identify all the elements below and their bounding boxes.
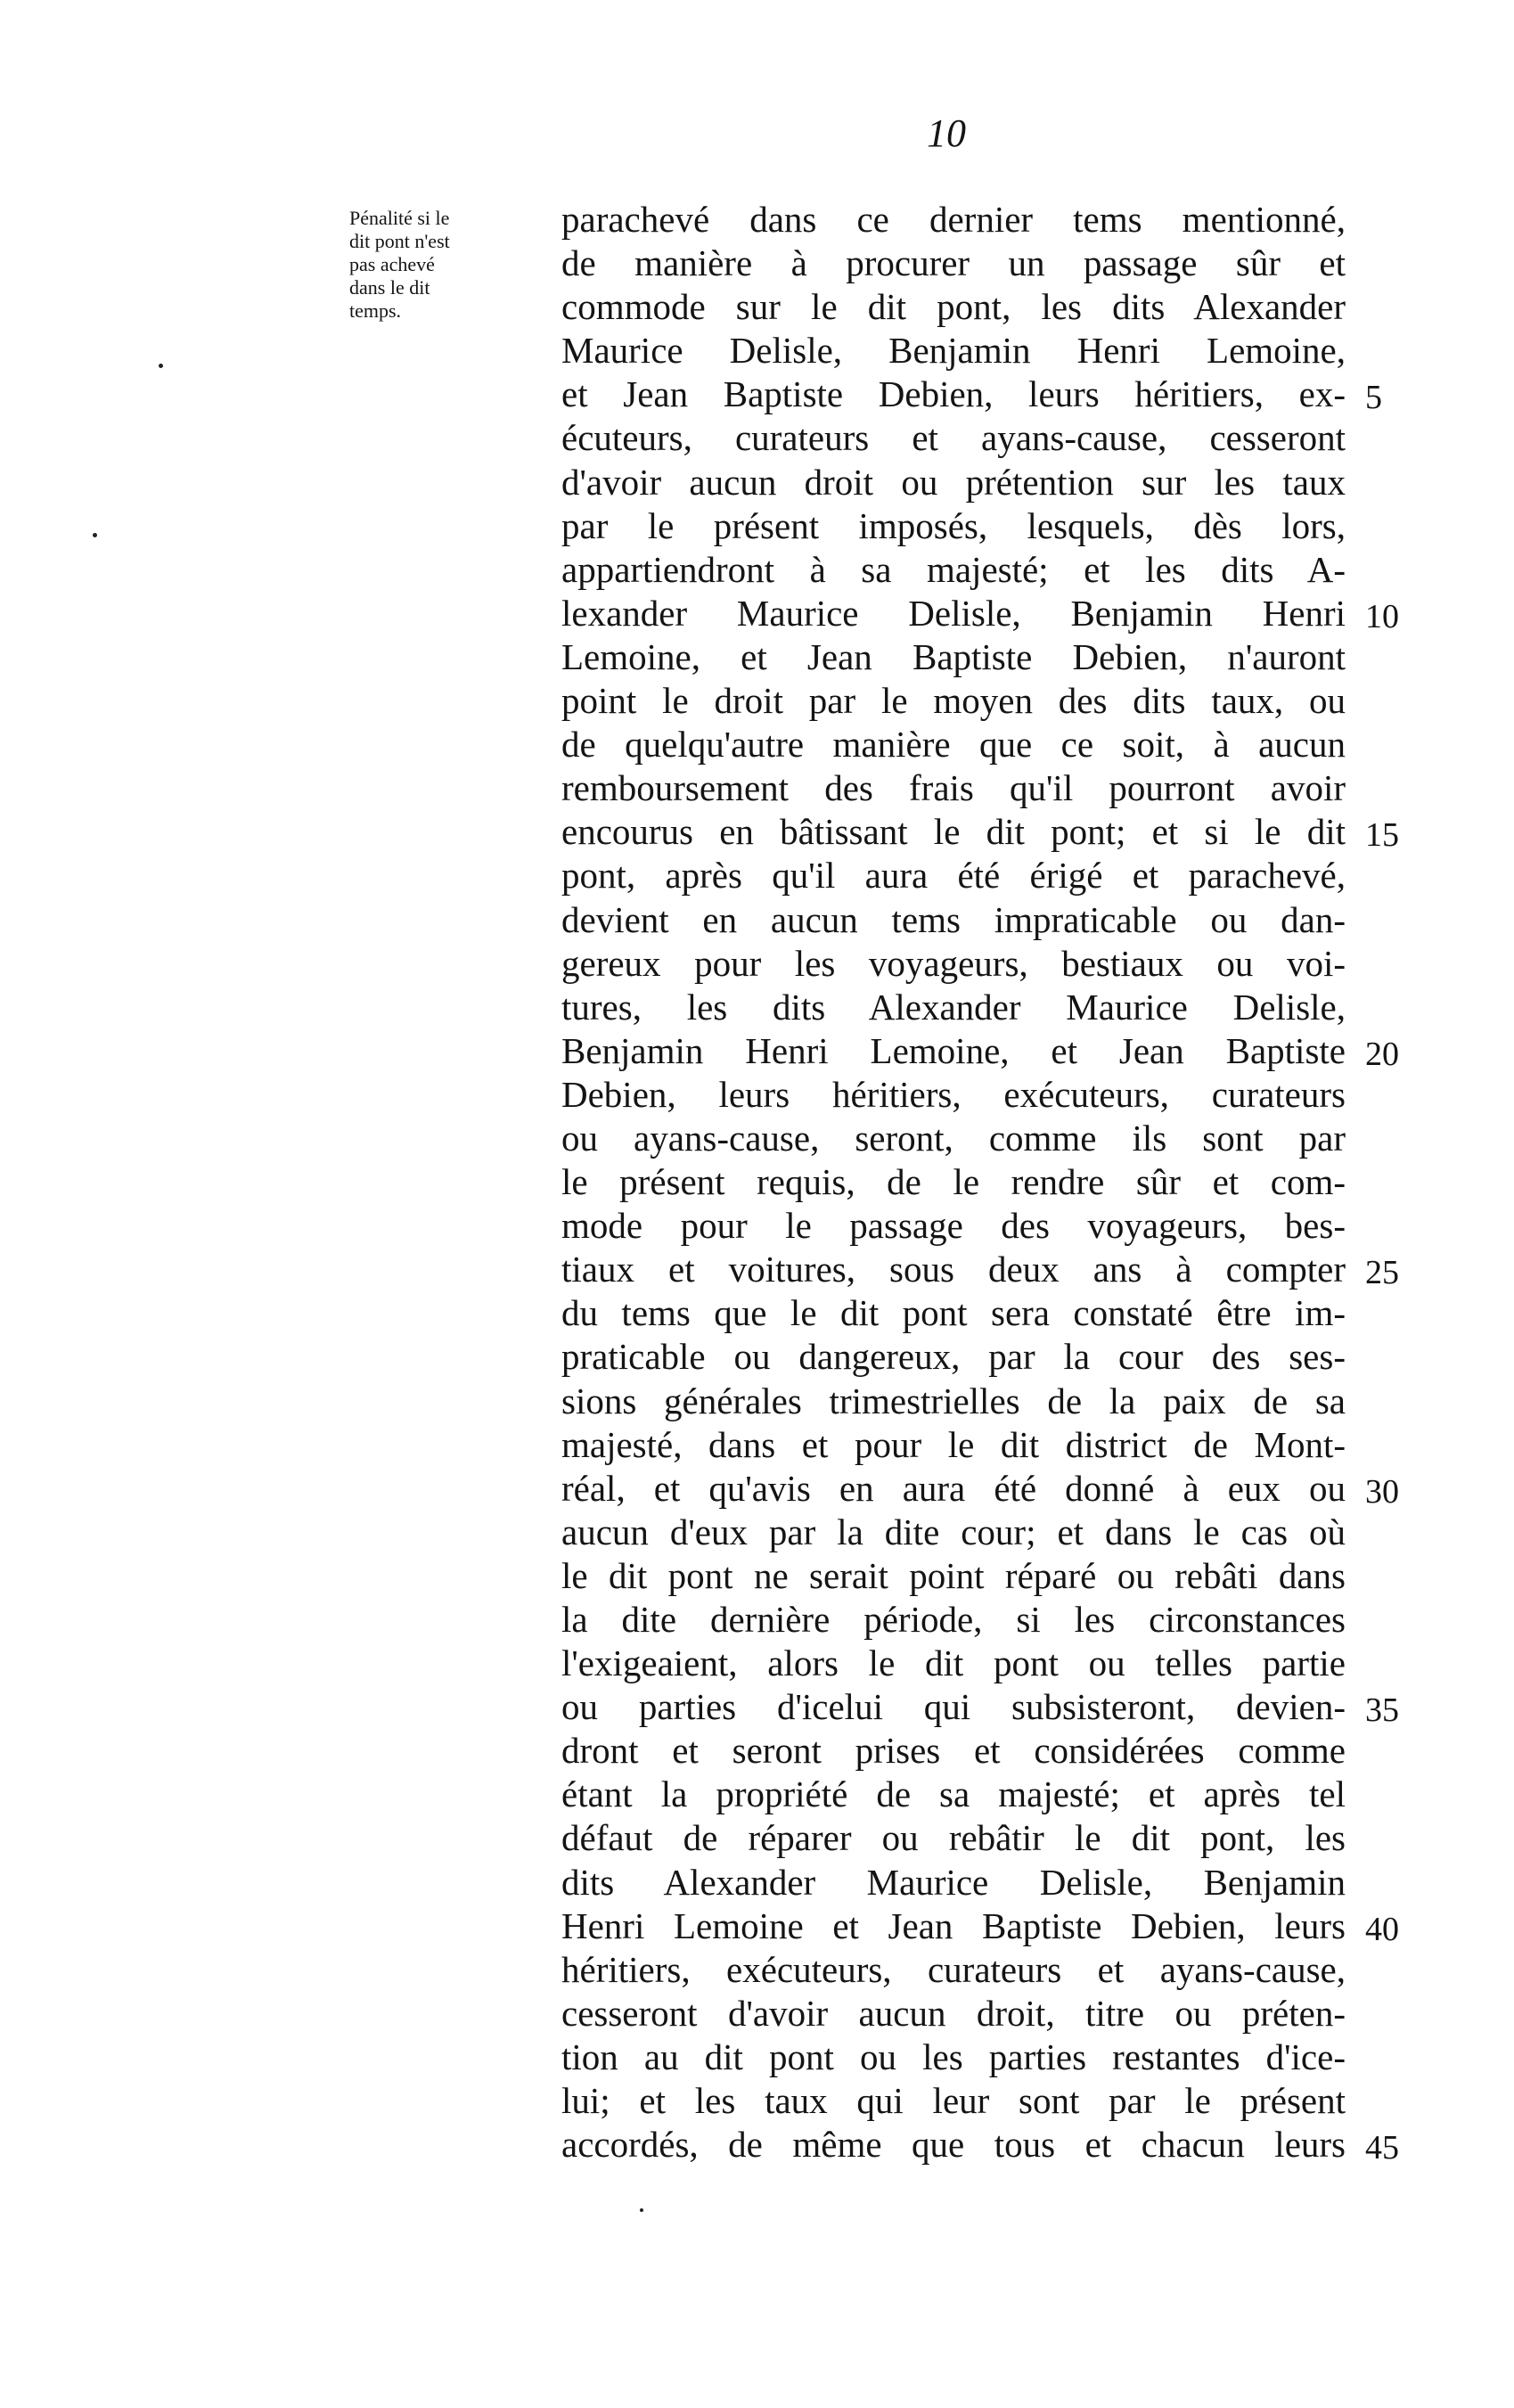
text-line	[561, 504, 1346, 548]
text-line-content: devient en aucun tems impraticable ou dan-	[561, 898, 1346, 940]
text-line-content: tures, les dits Alexander Maurice Delisle,	[561, 986, 1346, 1028]
text-line-content: dront et seront prises et considérées comme	[561, 1730, 1346, 1772]
text-line	[561, 942, 1346, 986]
text-line-content: ou parties d'icelui qui subsisteront, devien-	[561, 1686, 1346, 1728]
text-line	[561, 1248, 1399, 1292]
text-line-content: lui; et les taux qui leur sont par le présent	[561, 2080, 1346, 2122]
text-line	[561, 810, 1399, 855]
text-line-content: praticable ou dangereux, par la cour des ses-	[561, 1336, 1346, 1378]
text-line	[561, 635, 1346, 679]
text-line	[561, 766, 1346, 810]
text-line-content: aucun d'eux par la dite cour; et dans le cas où	[561, 1511, 1346, 1552]
text-line-content: pont, après qu'il aura été érigé et parachevé,	[561, 855, 1346, 897]
margin-note	[349, 207, 528, 323]
text-line	[561, 1029, 1399, 1073]
text-line	[561, 1160, 1346, 1204]
text-line-content: Debien, leurs héritiers, exécuteurs, curateurs	[561, 1073, 1346, 1115]
text-line-content: dits Alexander Maurice Delisle, Benjamin	[561, 1861, 1346, 1903]
text-line	[561, 373, 1382, 417]
margin-speck	[93, 533, 97, 537]
text-line-content: tion au dit pont ou les parties restantes d'ice-	[561, 2035, 1346, 2077]
line-number: 25	[1365, 1254, 1399, 1292]
text-line	[561, 1816, 1346, 1860]
text-line	[561, 2079, 1346, 2123]
text-line-content: encourus en bâtissant le dit pont; et si le dit	[561, 811, 1346, 853]
margin-speck	[159, 364, 163, 368]
text-line	[561, 854, 1346, 897]
text-line-content: point le droit par le moyen des dits taux, ou	[561, 680, 1346, 722]
text-line	[561, 679, 1346, 723]
text-line	[561, 1423, 1346, 1467]
text-line	[561, 329, 1346, 373]
text-line-content: du tems que le dit pont sera constaté être im-	[561, 1292, 1346, 1334]
text-line-content: mode pour le passage des voyageurs, bes-	[561, 1205, 1346, 1247]
text-line-content: étant la propriété de sa majesté; et après tel	[561, 1773, 1346, 1815]
text-line-content: héritiers, exécuteurs, curateurs et ayans-cause,	[561, 1948, 1346, 1990]
text-line-content: sions générales trimestrielles de la paix de sa	[561, 1380, 1346, 1421]
text-line-content: remboursement des frais qu'il pourront avoir	[561, 767, 1346, 809]
margin-note-line: pas achevé	[349, 253, 435, 275]
text-line	[561, 1380, 1346, 1423]
margin-note-line: dans le dit	[349, 276, 430, 299]
text-line	[561, 1291, 1346, 1335]
text-line-content: cesseront d'avoir aucun droit, titre ou préten-	[561, 1992, 1346, 2034]
text-line	[561, 1685, 1399, 1730]
text-line-content: appartiendront à sa majesté; et les dits A-	[561, 548, 1346, 590]
text-line-content: de quelqu'autre manière que ce soit, à aucun	[561, 724, 1346, 766]
page-number: 10	[927, 111, 966, 155]
margin-note-line: temps.	[349, 299, 402, 322]
margin-speck	[640, 2208, 643, 2212]
text-line	[561, 548, 1346, 592]
text-line	[561, 1073, 1346, 1117]
text-line-content: Henri Lemoine et Jean Baptiste Debien, leurs	[561, 1904, 1346, 1946]
text-line	[561, 285, 1346, 329]
line-number: 35	[1365, 1691, 1399, 1730]
text-line	[561, 1904, 1399, 1948]
text-line-content: le présent requis, de le rendre sûr et com-	[561, 1161, 1346, 1203]
line-number: 30	[1365, 1472, 1399, 1511]
text-line-content: et Jean Baptiste Debien, leurs héritiers, ex-	[561, 373, 1346, 415]
text-line-content: la dite dernière période, si les circonstances	[561, 1599, 1346, 1640]
text-line	[561, 986, 1346, 1029]
text-line	[561, 2035, 1346, 2079]
text-line-content: lexander Maurice Delisle, Benjamin Henri	[561, 592, 1346, 634]
text-line	[561, 242, 1346, 285]
text-line	[561, 1511, 1346, 1554]
text-line	[561, 1729, 1346, 1773]
text-line-content: parachevé dans ce dernier tems mentionné,	[561, 199, 1346, 240]
text-line	[561, 1861, 1346, 1904]
text-line	[561, 1467, 1399, 1511]
text-line-content: le dit pont ne serait point réparé ou rebâti dans	[561, 1554, 1346, 1596]
text-line	[561, 1117, 1346, 1160]
line-number: 20	[1365, 1035, 1399, 1073]
line-number: 10	[1365, 597, 1399, 635]
line-number: 5	[1365, 379, 1382, 417]
text-line	[561, 1554, 1346, 1598]
text-line	[561, 1335, 1346, 1379]
text-line-content: l'exigeaient, alors le dit pont ou telles partie	[561, 1642, 1346, 1684]
text-line-content: Lemoine, et Jean Baptiste Debien, n'auront	[561, 635, 1346, 677]
line-number: 15	[1365, 816, 1399, 855]
text-line	[561, 2123, 1399, 2167]
text-line	[561, 416, 1346, 460]
text-line-content: de manière à procurer un passage sûr et	[561, 242, 1346, 284]
text-line	[561, 461, 1346, 504]
text-line	[561, 592, 1399, 635]
text-line-content: majesté, dans et pour le dit district de Mont-	[561, 1423, 1346, 1465]
text-line-content: gereux pour les voyageurs, bestiaux ou voi-	[561, 942, 1346, 984]
text-line	[561, 1948, 1346, 1992]
text-line	[561, 898, 1346, 942]
line-number: 45	[1365, 2129, 1399, 2167]
margin-note-line: Pénalité si le	[349, 207, 450, 229]
text-line-content: accordés, de même que tous et chacun leurs	[561, 2124, 1346, 2166]
text-line	[561, 1598, 1346, 1642]
text-line-content: d'avoir aucun droit ou prétention sur les taux	[561, 461, 1346, 503]
body-text	[561, 198, 1399, 2167]
text-line-content: réal, et qu'avis en aura été donné à eux ou	[561, 1467, 1346, 1509]
text-line	[561, 198, 1346, 242]
text-line-content: commode sur le dit pont, les dits Alexander	[561, 286, 1346, 328]
text-line	[561, 1204, 1346, 1248]
text-line	[561, 723, 1346, 766]
text-line	[561, 1992, 1346, 2035]
text-line-content: tiaux et voitures, sous deux ans à compter	[561, 1249, 1346, 1290]
text-line-content: Benjamin Henri Lemoine, et Jean Baptiste	[561, 1029, 1346, 1071]
text-line-content: ou ayans-cause, seront, comme ils sont par	[561, 1117, 1346, 1159]
margin-note-line: dit pont n'est	[349, 230, 450, 252]
line-number: 40	[1365, 1910, 1399, 1948]
text-line-content: écuteurs, curateurs et ayans-cause, cesseront	[561, 417, 1346, 459]
text-line	[561, 1642, 1346, 1685]
text-line-content: par le présent imposés, lesquels, dès lors,	[561, 504, 1346, 546]
text-line	[561, 1773, 1346, 1816]
text-line-content: Maurice Delisle, Benjamin Henri Lemoine,	[561, 330, 1346, 372]
text-line-content: défaut de réparer ou rebâtir le dit pont, les	[561, 1817, 1346, 1859]
